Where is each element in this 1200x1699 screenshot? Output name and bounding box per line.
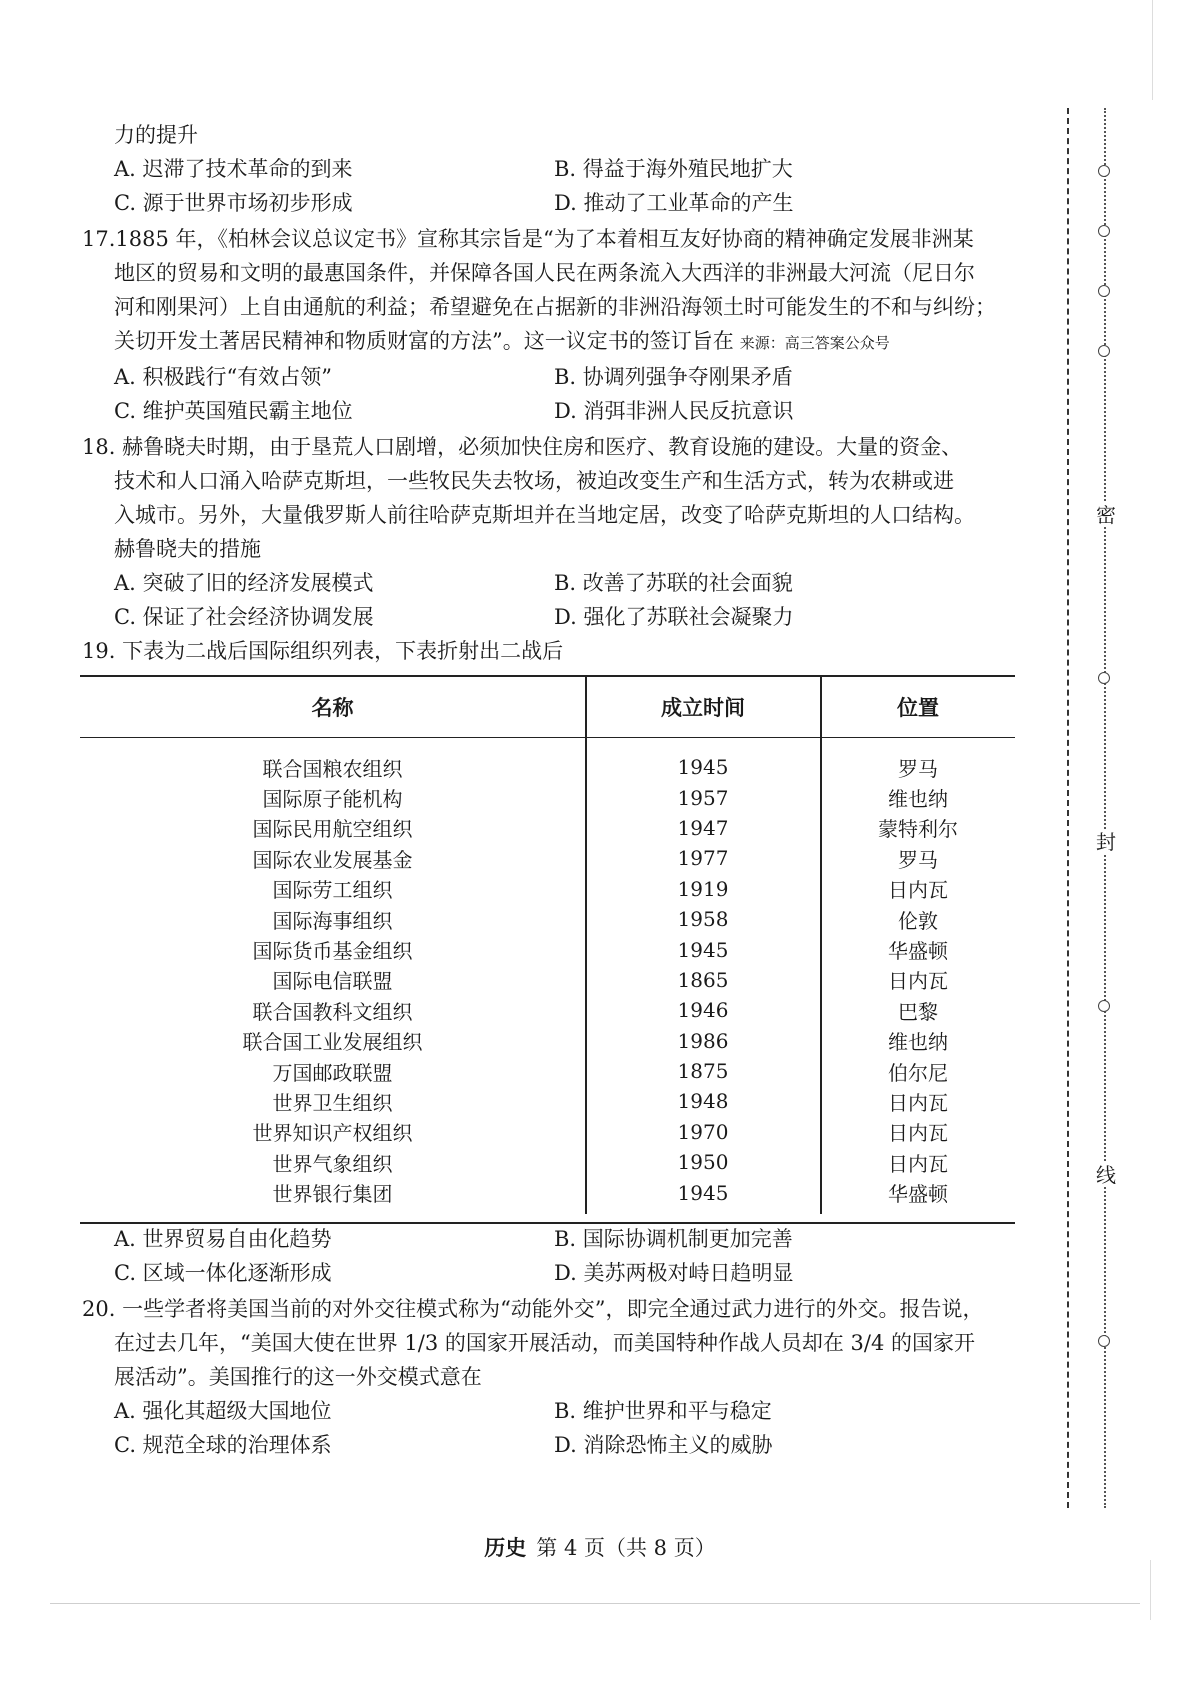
cell-location: 伯尔尼 xyxy=(888,1060,948,1085)
bottom-rule xyxy=(50,1603,1140,1604)
cell-location: 罗马 xyxy=(898,756,938,781)
q18-stem-line-1: 18. 赫鲁晓夫时期，由于垦荒人口剧增，必须加快住房和医疗、教育设施的建设。大量的资金、 xyxy=(82,435,963,459)
q17-option-c: C. 维护英国殖民霸主地位 xyxy=(114,399,353,423)
source-note: 来源：高三答案公众号 xyxy=(739,334,890,352)
cell-location: 日内瓦 xyxy=(888,878,948,903)
cell-founded: 1946 xyxy=(677,998,729,1023)
cell-founded: 1945 xyxy=(677,1180,729,1205)
cell-name: 国际劳工组织 xyxy=(272,878,393,903)
binding-hole xyxy=(1098,165,1110,177)
cell-name: 世界卫生组织 xyxy=(272,1090,393,1115)
cell-name: 万国邮政联盟 xyxy=(272,1060,393,1085)
cell-location: 罗马 xyxy=(898,847,938,872)
cell-founded: 1977 xyxy=(677,846,729,871)
cell-location: 华盛顿 xyxy=(888,1182,948,1207)
header-founded: 成立时间 xyxy=(661,696,745,720)
cell-founded: 1986 xyxy=(677,1028,729,1053)
q16-option-b: B. 得益于海外殖民地扩大 xyxy=(554,157,793,181)
cell-location: 伦敦 xyxy=(898,908,938,933)
margin-label-xian: 线 xyxy=(1096,1163,1116,1187)
cell-name: 世界知识产权组织 xyxy=(252,1121,413,1146)
cell-name: 世界气象组织 xyxy=(272,1151,393,1176)
header-name: 名称 xyxy=(311,696,354,720)
q17-stem-line-2: 地区的贸易和文明的最惠国条件，并保障各国人民在两条流入大西洋的非洲最大河流（尼日尔 xyxy=(114,261,975,285)
q17 xyxy=(82,222,1042,428)
q18-option-d: D. 强化了苏联社会凝聚力 xyxy=(554,605,794,629)
q17-stem-line-1: 17.1885 年，《柏林会议总议定书》宣称其宗旨是“为了本着相互友好协商的精神确定发展非洲某 xyxy=(82,227,974,251)
cell-name: 国际海事组织 xyxy=(272,908,393,933)
q18-stem-line-3: 入城市。另外，大量俄罗斯人前往哈萨克斯坦并在当地定居，改变了哈萨克斯坦的人口结构。 xyxy=(114,503,975,527)
binding-dotted-line xyxy=(1104,108,1106,1508)
cell-location: 日内瓦 xyxy=(888,969,948,994)
cell-location: 维也纳 xyxy=(888,1030,948,1055)
cell-founded: 1875 xyxy=(677,1059,729,1084)
cell-founded: 1919 xyxy=(677,876,729,901)
q20-stem-line-3: 展活动”。美国推行的这一外交模式意在 xyxy=(114,1365,482,1389)
q19-option-a: A. 世界贸易自由化趋势 xyxy=(114,1227,332,1251)
cell-location: 日内瓦 xyxy=(888,1151,948,1176)
table-header xyxy=(80,677,1015,738)
q19-stem: 19. 下表为二战后国际组织列表，下表折射出二战后 xyxy=(82,639,564,663)
binding-hole xyxy=(1098,672,1110,684)
table-divider-1 xyxy=(585,677,587,1214)
table-divider-2 xyxy=(820,677,822,1214)
q20-option-b: B. 维护世界和平与稳定 xyxy=(554,1399,772,1423)
q19-option-c: C. 区域一体化逐渐形成 xyxy=(114,1261,332,1285)
binding-hole xyxy=(1098,225,1110,237)
binding-dashed-line xyxy=(1067,108,1069,1508)
q17-stem-line-4-text: 关切开发土著居民精神和物质财富的方法”。这一议定书的签订旨在 xyxy=(114,329,734,353)
column-founded xyxy=(585,752,821,1208)
binding-hole xyxy=(1098,285,1110,297)
binding-hole xyxy=(1098,345,1110,357)
q17-stem-line-4 xyxy=(82,324,1042,360)
scan-edge-mark xyxy=(1152,0,1153,100)
q20-stem-line-2: 在过去几年，“美国大使在世界 1/3 的国家开展活动，而美国特种作战人员却在 3/4 的国家开 xyxy=(114,1331,976,1355)
cell-name: 联合国教科文组织 xyxy=(252,999,413,1024)
questions-lower xyxy=(82,1222,1042,1462)
q18 xyxy=(82,430,1042,634)
q19-option-b: B. 国际协调机制更加完善 xyxy=(554,1227,793,1251)
q18-stem-line-4: 赫鲁晓夫的措施 xyxy=(114,537,261,561)
cell-name: 国际货币基金组织 xyxy=(252,939,413,964)
margin-label-mi: 密 xyxy=(1096,503,1116,527)
q16-option-d: D. 推动了工业革命的产生 xyxy=(554,191,794,215)
cell-name: 国际原子能机构 xyxy=(262,787,403,812)
q16-option-c: C. 源于世界市场初步形成 xyxy=(114,191,353,215)
cell-founded: 1947 xyxy=(677,815,729,840)
q18-option-c: C. 保证了社会经济协调发展 xyxy=(114,605,374,629)
scan-edge-mark xyxy=(1150,1560,1151,1620)
cell-founded: 1957 xyxy=(677,785,729,810)
cell-name: 联合国粮农组织 xyxy=(262,756,403,781)
table-body xyxy=(80,738,1015,1224)
cell-location: 蒙特利尔 xyxy=(878,817,958,842)
cell-location: 华盛顿 xyxy=(888,939,948,964)
q18-options xyxy=(82,566,1042,634)
cell-location: 日内瓦 xyxy=(888,1121,948,1146)
cell-founded: 1945 xyxy=(677,937,729,962)
q20 xyxy=(82,1292,1042,1462)
q20-options xyxy=(82,1394,1042,1462)
cell-founded: 1945 xyxy=(677,755,729,780)
q18-option-b: B. 改善了苏联的社会面貌 xyxy=(554,571,793,595)
q17-stem-line-3: 河和刚果河）上自由通航的利益；希望避免在占据新的非洲沿海领土时可能发生的不和与纠纷； xyxy=(114,295,996,319)
q18-option-a: A. 突破了旧的经济发展模式 xyxy=(114,571,374,595)
questions-upper xyxy=(82,118,1042,668)
margin-label-feng: 封 xyxy=(1096,830,1116,854)
cell-founded: 1948 xyxy=(677,1089,729,1114)
column-location xyxy=(821,752,1015,1208)
cell-founded: 1950 xyxy=(677,1150,729,1175)
binding-hole xyxy=(1098,1335,1110,1347)
cell-name: 国际民用航空组织 xyxy=(252,817,413,842)
q20-option-c: C. 规范全球的治理体系 xyxy=(114,1433,332,1457)
organizations-table xyxy=(80,675,1015,1224)
q16-stem-tail: 力的提升 xyxy=(114,123,198,147)
cell-name: 国际电信联盟 xyxy=(272,969,393,994)
q19-option-d: D. 美苏两极对峙日趋明显 xyxy=(554,1261,794,1285)
header-location: 位置 xyxy=(897,696,939,720)
cell-founded: 1958 xyxy=(677,907,729,932)
q17-option-b: B. 协调列强争夺刚果矛盾 xyxy=(554,365,793,389)
cell-founded: 1865 xyxy=(677,967,729,992)
cell-name: 世界银行集团 xyxy=(272,1182,393,1207)
cell-location: 日内瓦 xyxy=(888,1090,948,1115)
cell-founded: 1970 xyxy=(677,1119,729,1144)
q20-stem-line-1: 20. 一些学者将美国当前的对外交往模式称为“动能外交”，即完全通过武力进行的外交。报告说， xyxy=(82,1297,984,1321)
q20-option-d: D. 消除恐怖主义的威胁 xyxy=(554,1433,773,1457)
q16-options xyxy=(82,152,1042,220)
q16-option-a: A. 迟滞了技术革命的到来 xyxy=(114,157,353,181)
footer-page: 第 4 页（共 8 页） xyxy=(536,1536,716,1560)
cell-name: 联合国工业发展组织 xyxy=(242,1030,423,1055)
cell-name: 国际农业发展基金 xyxy=(252,847,413,872)
cell-location: 维也纳 xyxy=(888,787,948,812)
q18-stem-line-2: 技术和人口涌入哈萨克斯坦，一些牧民失去牧场，被迫改变生产和生活方式，转为农耕或进 xyxy=(114,469,954,493)
q17-option-a: A. 积极践行“有效占领” xyxy=(114,365,332,389)
q17-options xyxy=(82,360,1042,428)
cell-location: 巴黎 xyxy=(898,999,938,1024)
page-footer xyxy=(0,1532,1200,1562)
binding-hole xyxy=(1098,1000,1110,1012)
q17-option-d: D. 消弭非洲人民反抗意识 xyxy=(554,399,794,423)
column-name xyxy=(80,752,585,1208)
footer-subject: 历史 xyxy=(484,1536,527,1560)
q20-option-a: A. 强化其超级大国地位 xyxy=(114,1399,332,1423)
q19-options xyxy=(82,1222,1042,1290)
